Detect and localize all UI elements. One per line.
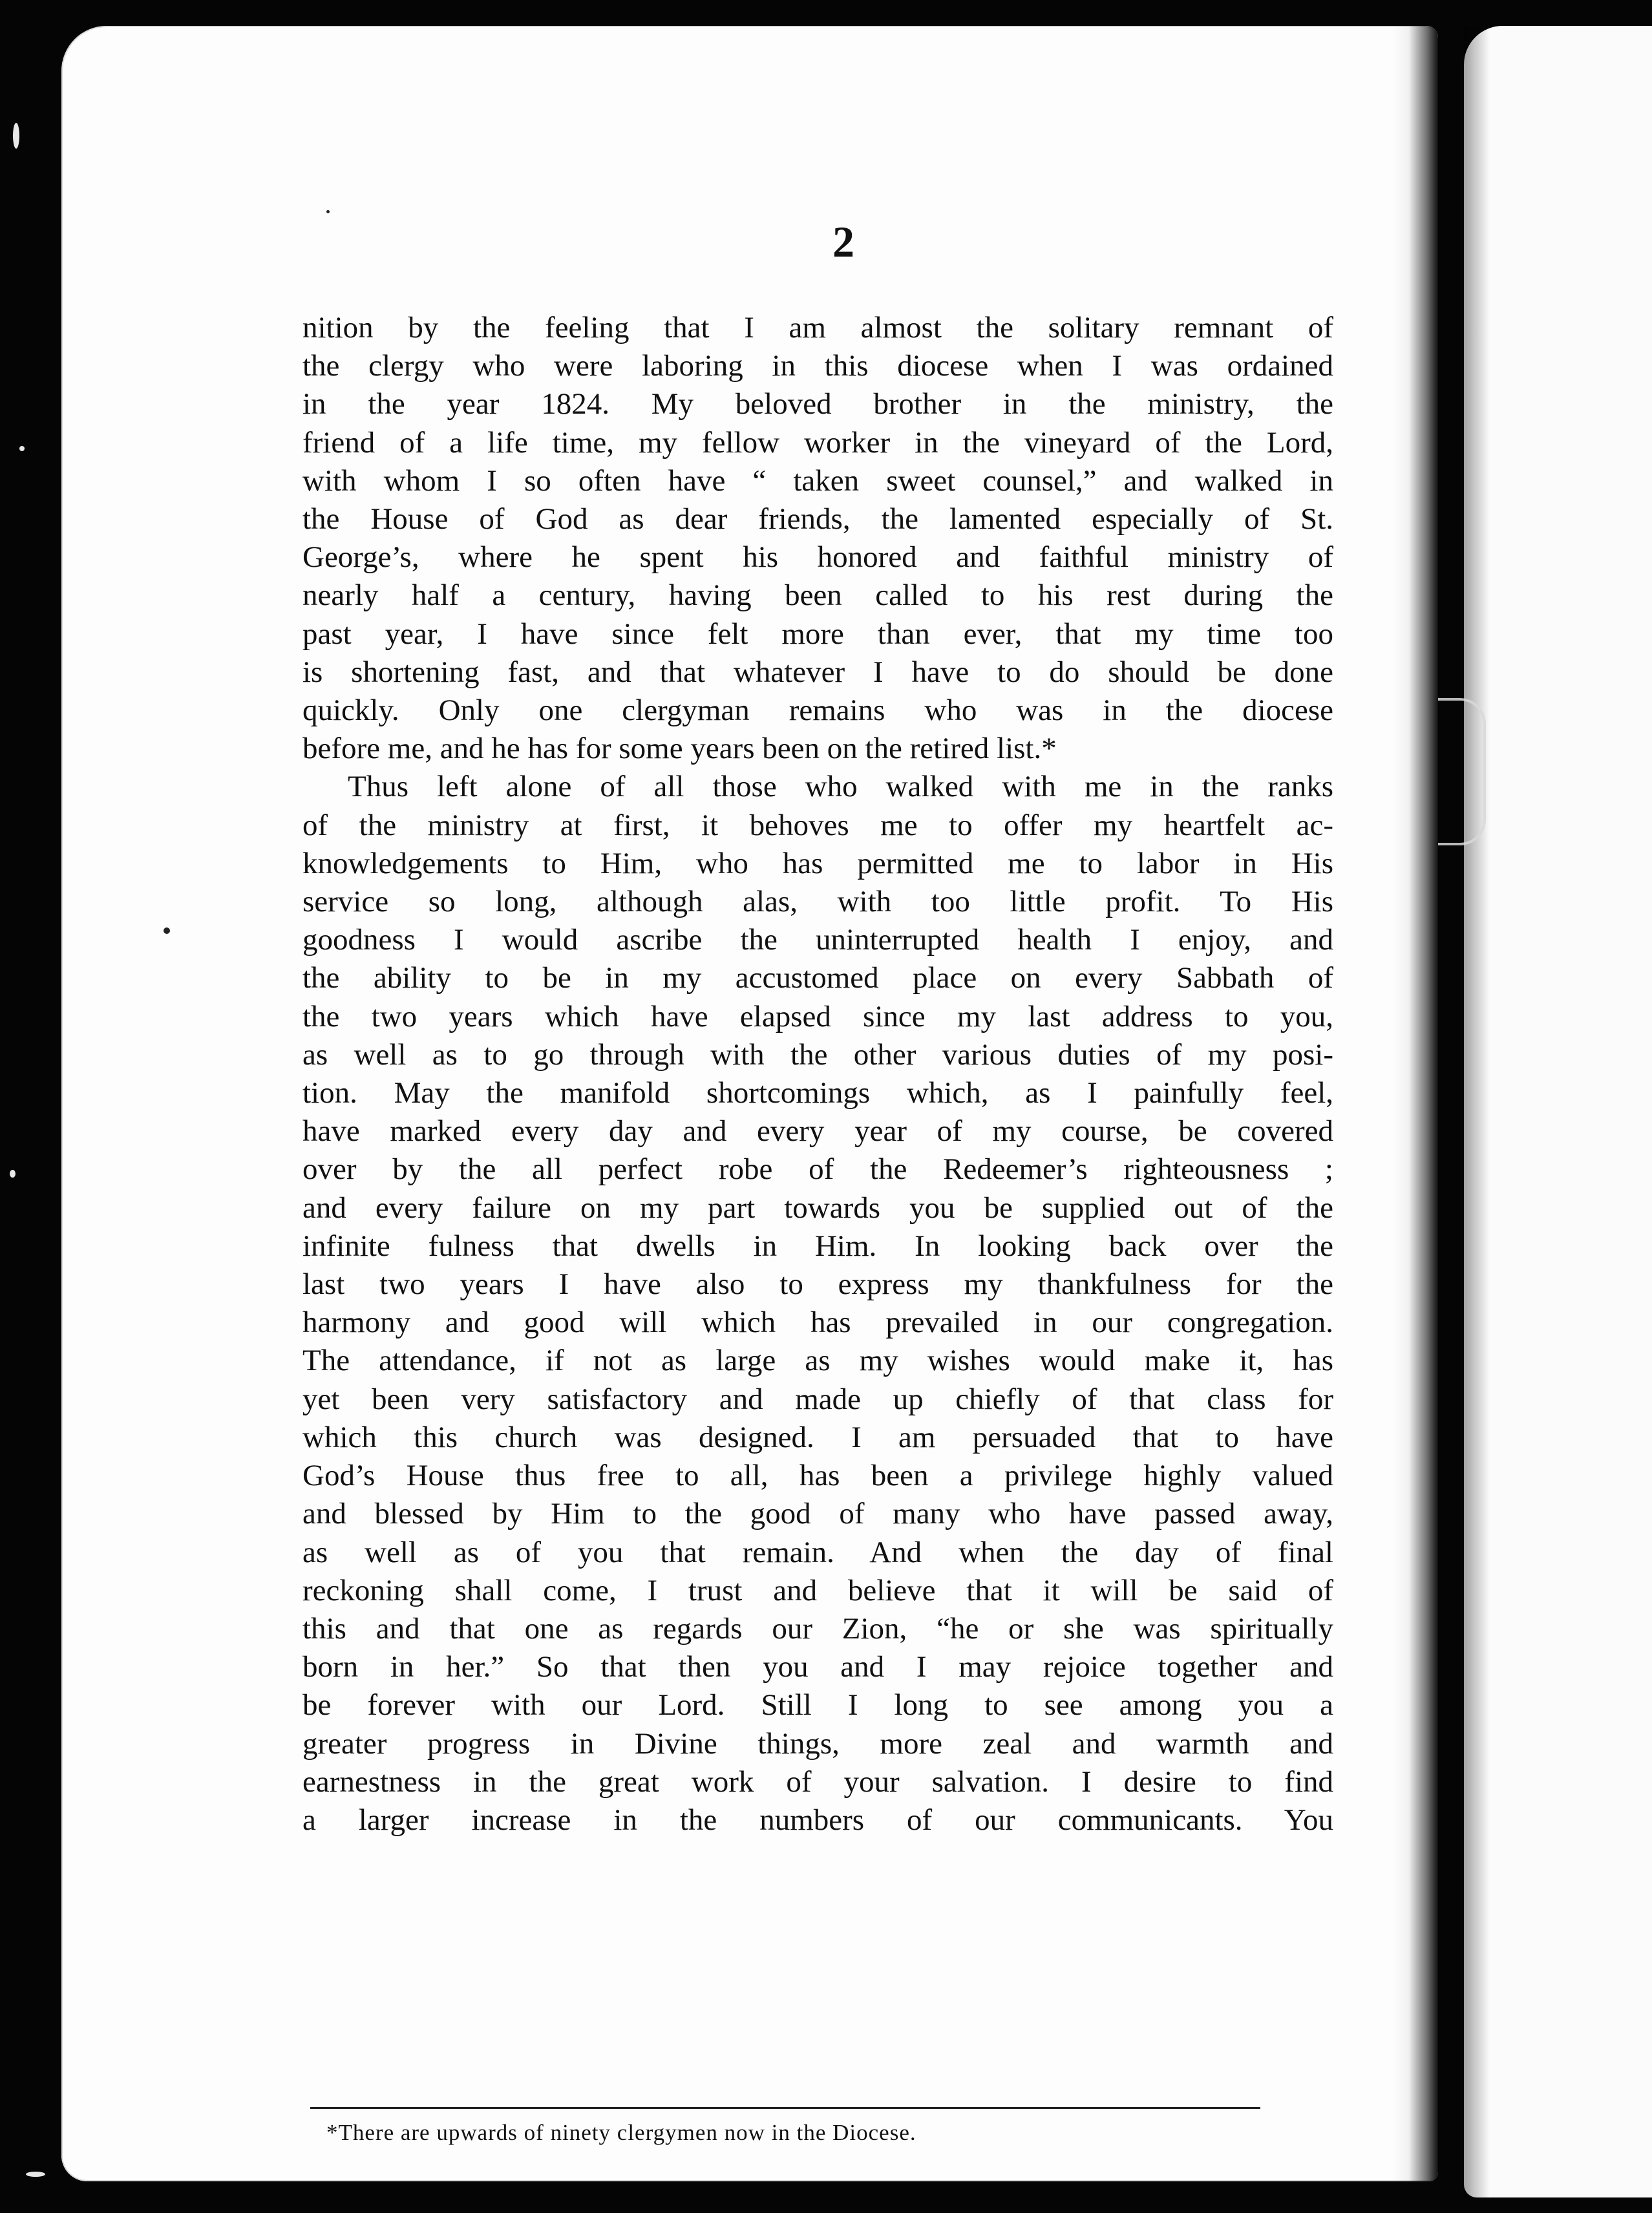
text-line: The attendance, if not as large as my wishes would make it, has <box>302 1344 1333 1378</box>
ink-mark <box>326 210 330 213</box>
text-line: which this church was designed. I am persuaded that to have <box>302 1420 1333 1454</box>
text-line: be forever with our Lord. Still I long to see among you a <box>302 1688 1333 1722</box>
text-line: greater progress in Divine things, more zeal and warmth and <box>302 1726 1333 1761</box>
document-page <box>61 26 1438 2181</box>
text-line: as well as to go through with the other various duties of my posi- <box>302 1037 1333 1072</box>
text-line: and blessed by Him to the good of many who have passed away, <box>302 1497 1333 1531</box>
text-line: yet been very satisfactory and made up chiefly of that class for <box>302 1382 1333 1416</box>
text-line: reckoning shall come, I trust and believe that it will be said of <box>302 1573 1333 1607</box>
text-line: nition by the feeling that I am almost the solitary remnant of <box>302 311 1333 344</box>
page-number: 2 <box>832 217 854 266</box>
text-line: infinite fulness that dwells in Him. In looking back over the <box>302 1229 1333 1263</box>
text-line: the House of God as dear friends, the lamented especially of St. <box>302 502 1333 536</box>
text-line: of the ministry at first, it behoves me to offer my heartfelt ac- <box>302 808 1333 842</box>
text-line: with whom I so often have “ taken sweet counsel,” and walked in <box>302 463 1333 498</box>
text-line: the clergy who were laboring in this diocese when I was ordained <box>302 349 1333 383</box>
text-line: quickly. Only one clergyman remains who was in the diocese <box>302 694 1333 728</box>
text-line: past year, I have since felt more than ever, that my time too <box>302 617 1333 651</box>
text-line: and every failure on my part towards you be supplied out of the <box>302 1191 1333 1225</box>
footnote-rule <box>310 2107 1260 2109</box>
body-text <box>302 309 1333 1839</box>
text-line: is shortening fast, and that whatever I have to do should be done <box>302 655 1333 689</box>
text-line: the ability to be in my accustomed place on every Sabbath of <box>302 961 1333 995</box>
text-line: service so long, although alas, with too little profit. To His <box>302 885 1333 919</box>
adjacent-page-edge <box>1464 26 1652 2197</box>
ink-mark <box>164 927 170 934</box>
text-line: born in her.” So that then you and I may rejoice together and <box>302 1650 1333 1684</box>
text-line: friend of a life time, my fellow worker in the vineyard of the Lord, <box>302 425 1333 460</box>
text-line: Thus left alone of all those who walked with me in the ranks <box>348 770 1333 804</box>
text-line: as well as of you that remain. And when the day of final <box>302 1535 1333 1569</box>
scan-speck <box>10 1170 16 1178</box>
footnote: *There are upwards of ninety clergymen now in the Diocese. <box>326 2120 916 2145</box>
page-right-edge-shadow <box>1393 26 1438 2181</box>
text-line: this and that one as regards our Zion, “he or she was spiritually <box>302 1611 1333 1646</box>
binding-thread <box>1432 698 1486 845</box>
text-line: have marked every day and every year of my course, be covered <box>302 1114 1333 1149</box>
text-line: knowledgements to Him, who has permitted me to labor in His <box>302 846 1333 880</box>
text-line: in the year 1824. My beloved brother in the ministry, the <box>302 387 1333 421</box>
text-line: over by the all perfect robe of the Redeemer’s righteousness ; <box>302 1152 1333 1187</box>
scan-speck <box>19 446 25 451</box>
text-line: nearly half a century, having been called to his rest during the <box>302 578 1333 613</box>
text-line: harmony and good will which has prevailed in our congregation. <box>302 1306 1333 1340</box>
text-line: God’s House thus free to all, has been a privilege highly valued <box>302 1459 1333 1493</box>
text-line: last two years I have also to express my thankfulness for the <box>302 1267 1333 1302</box>
text-line: before me, and he has for some years been on the retired list.* <box>302 732 1057 766</box>
text-line: a larger increase in the numbers of our communicants. You <box>302 1803 1333 1837</box>
text-line: tion. May the manifold shortcomings which, as I painfully feel, <box>302 1076 1333 1110</box>
scan-speck <box>13 123 19 149</box>
text-line: goodness I would ascribe the uninterrupted health I enjoy, and <box>302 923 1333 957</box>
text-line: George’s, where he spent his honored and faithful ministry of <box>302 540 1333 575</box>
scan-speck <box>26 2172 45 2177</box>
text-line: earnestness in the great work of your salvation. I desire to find <box>302 1764 1333 1799</box>
adjacent-page-shadow <box>1464 26 1490 2197</box>
text-line: the two years which have elapsed since my last address to you, <box>302 999 1333 1033</box>
